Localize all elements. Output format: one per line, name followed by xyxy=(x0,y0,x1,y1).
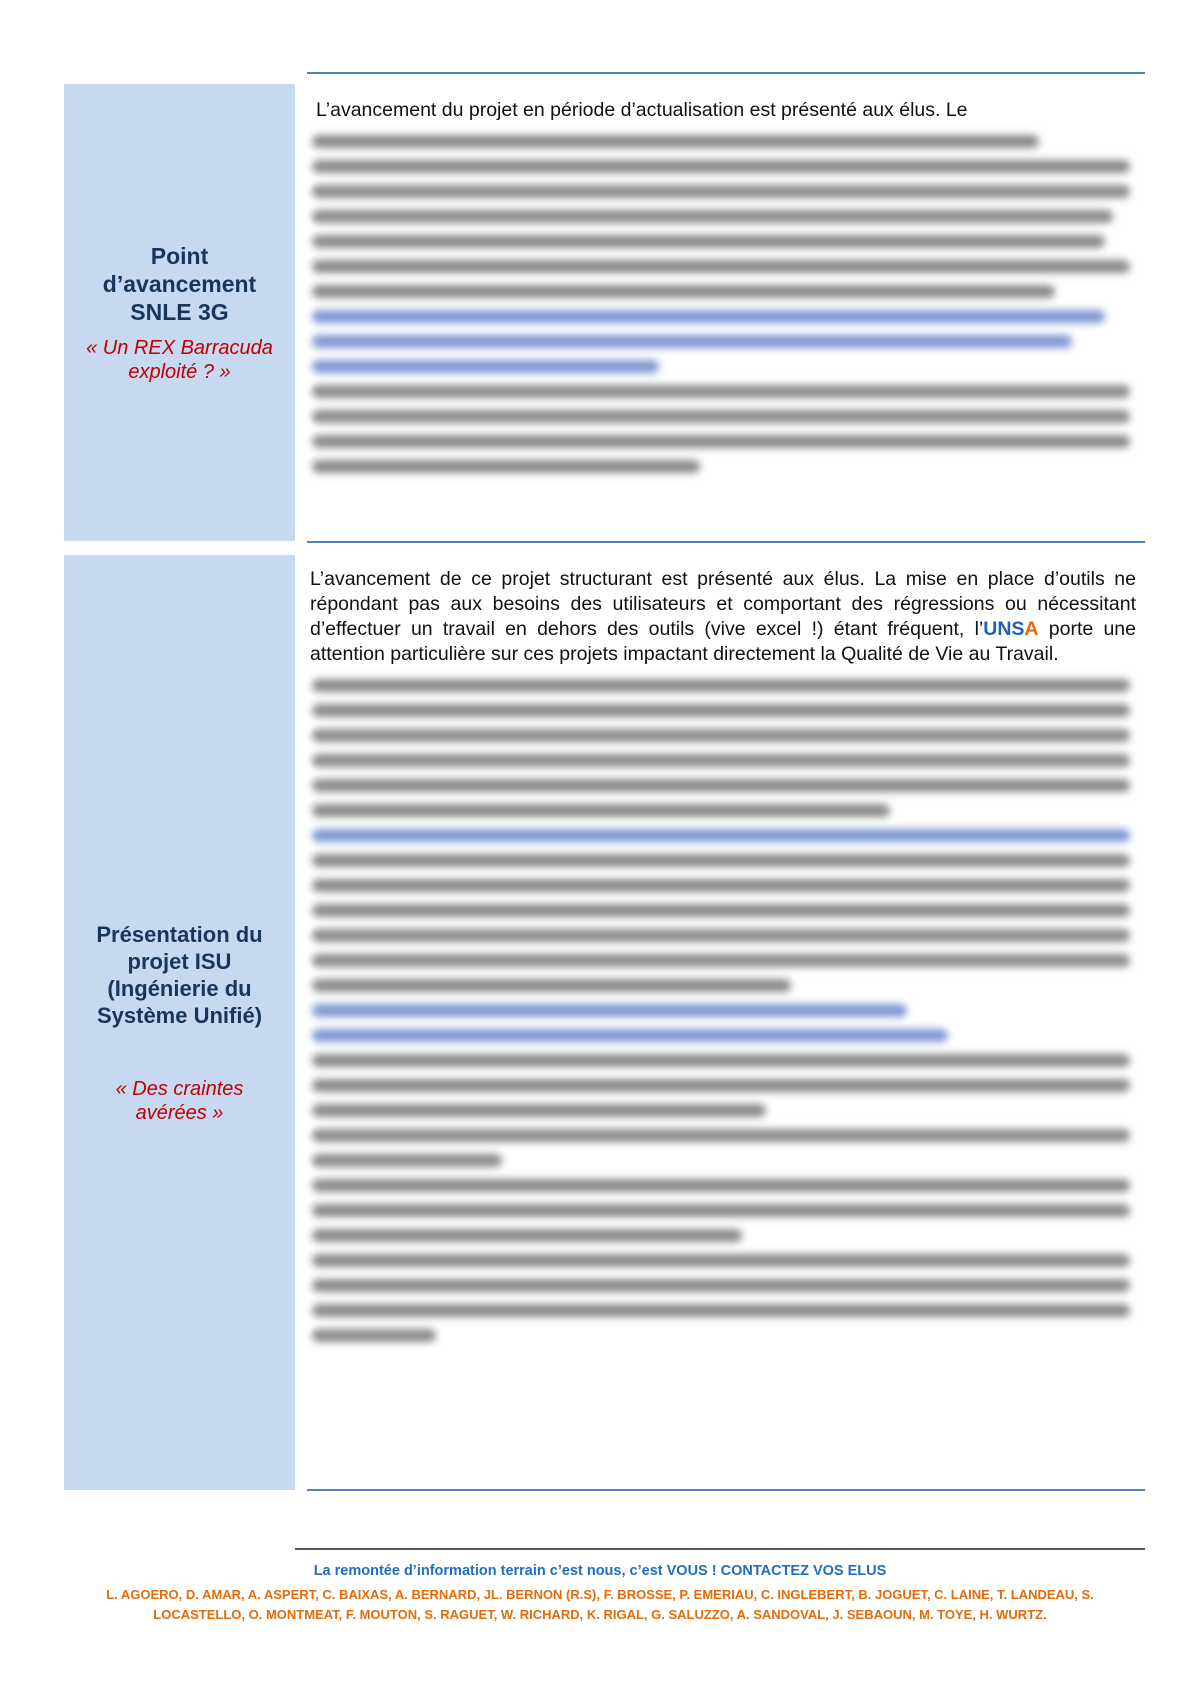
section1-sidebar xyxy=(64,84,295,541)
bottom-rule xyxy=(307,1489,1145,1491)
unsa-brand-a: A xyxy=(1024,618,1039,640)
blurred-paragraph xyxy=(310,1029,1136,1042)
blurred-paragraph xyxy=(310,135,1136,298)
section-divider xyxy=(307,541,1145,543)
footer-names: L. AGOERO, D. AMAR, A. ASPERT, C. BAIXAS, A. BERNARD, JL. BERNON (R.S), F. BROSSE, P. EMERIAU, C. INGLEBERT, B. JOGUET, C. LAINE, T. LANDEAU, S. LOCASTELLO, O. MONTMEAT, F. MOUTON, S. RAGUET, W. RICHARD, K. RIGAL, G. SALUZZO, A. SANDOVAL, J. SEBAOUN, M. TOYE, H. WURTZ. xyxy=(106,1587,1094,1622)
blurred-paragraph xyxy=(310,385,1136,473)
section2-quote: « Des craintes avérées » xyxy=(115,1077,244,1124)
blurred-paragraph xyxy=(310,1129,1136,1167)
section2-lead xyxy=(310,567,1136,667)
blurred-paragraph xyxy=(310,1254,1136,1342)
section1-lead: L’avancement du projet en période d’actualisation est présenté aux élus. Le xyxy=(316,99,968,121)
section1-quote: « Un REX Barracuda exploité ? » xyxy=(86,336,273,383)
section2-title: Présentation du projet ISU (Ingénierie du Système Unifié) xyxy=(96,921,263,1028)
section2-sidebar xyxy=(64,555,295,1490)
blurred-paragraph xyxy=(310,829,1136,992)
footer-rule xyxy=(295,1548,1145,1550)
blurred-paragraph xyxy=(310,679,1136,817)
section2-lead-text-end: porte une attention particulière sur ces projets impactant directement la Qualité de Vie au Travail. xyxy=(310,618,1136,665)
blurred-paragraph xyxy=(310,1179,1136,1242)
footer-title: La remontée d’information terrain c’est nous, c’est VOUS ! CONTACTEZ VOS ELUS xyxy=(313,1563,887,1579)
blurred-paragraph xyxy=(310,1004,1136,1017)
blurred-paragraph xyxy=(310,1054,1136,1117)
top-rule xyxy=(307,72,1145,74)
section1-content xyxy=(310,98,1136,485)
blurred-paragraph xyxy=(310,310,1136,373)
section2-content xyxy=(310,567,1136,1354)
section1-title: Point d’avancement SNLE 3G xyxy=(102,242,257,325)
unsa-brand-uns: UNS xyxy=(983,618,1025,640)
section2-lead-text: L’avancement de ce projet structurant est présenté aux élus. La mise en place d’outils ne répondant pas aux besoins des utilisateurs et comportant des régressions ou nécessitant d’effectuer un travail en dehors des outils (vive excel !) étant fréquent, l’ xyxy=(310,568,1136,640)
